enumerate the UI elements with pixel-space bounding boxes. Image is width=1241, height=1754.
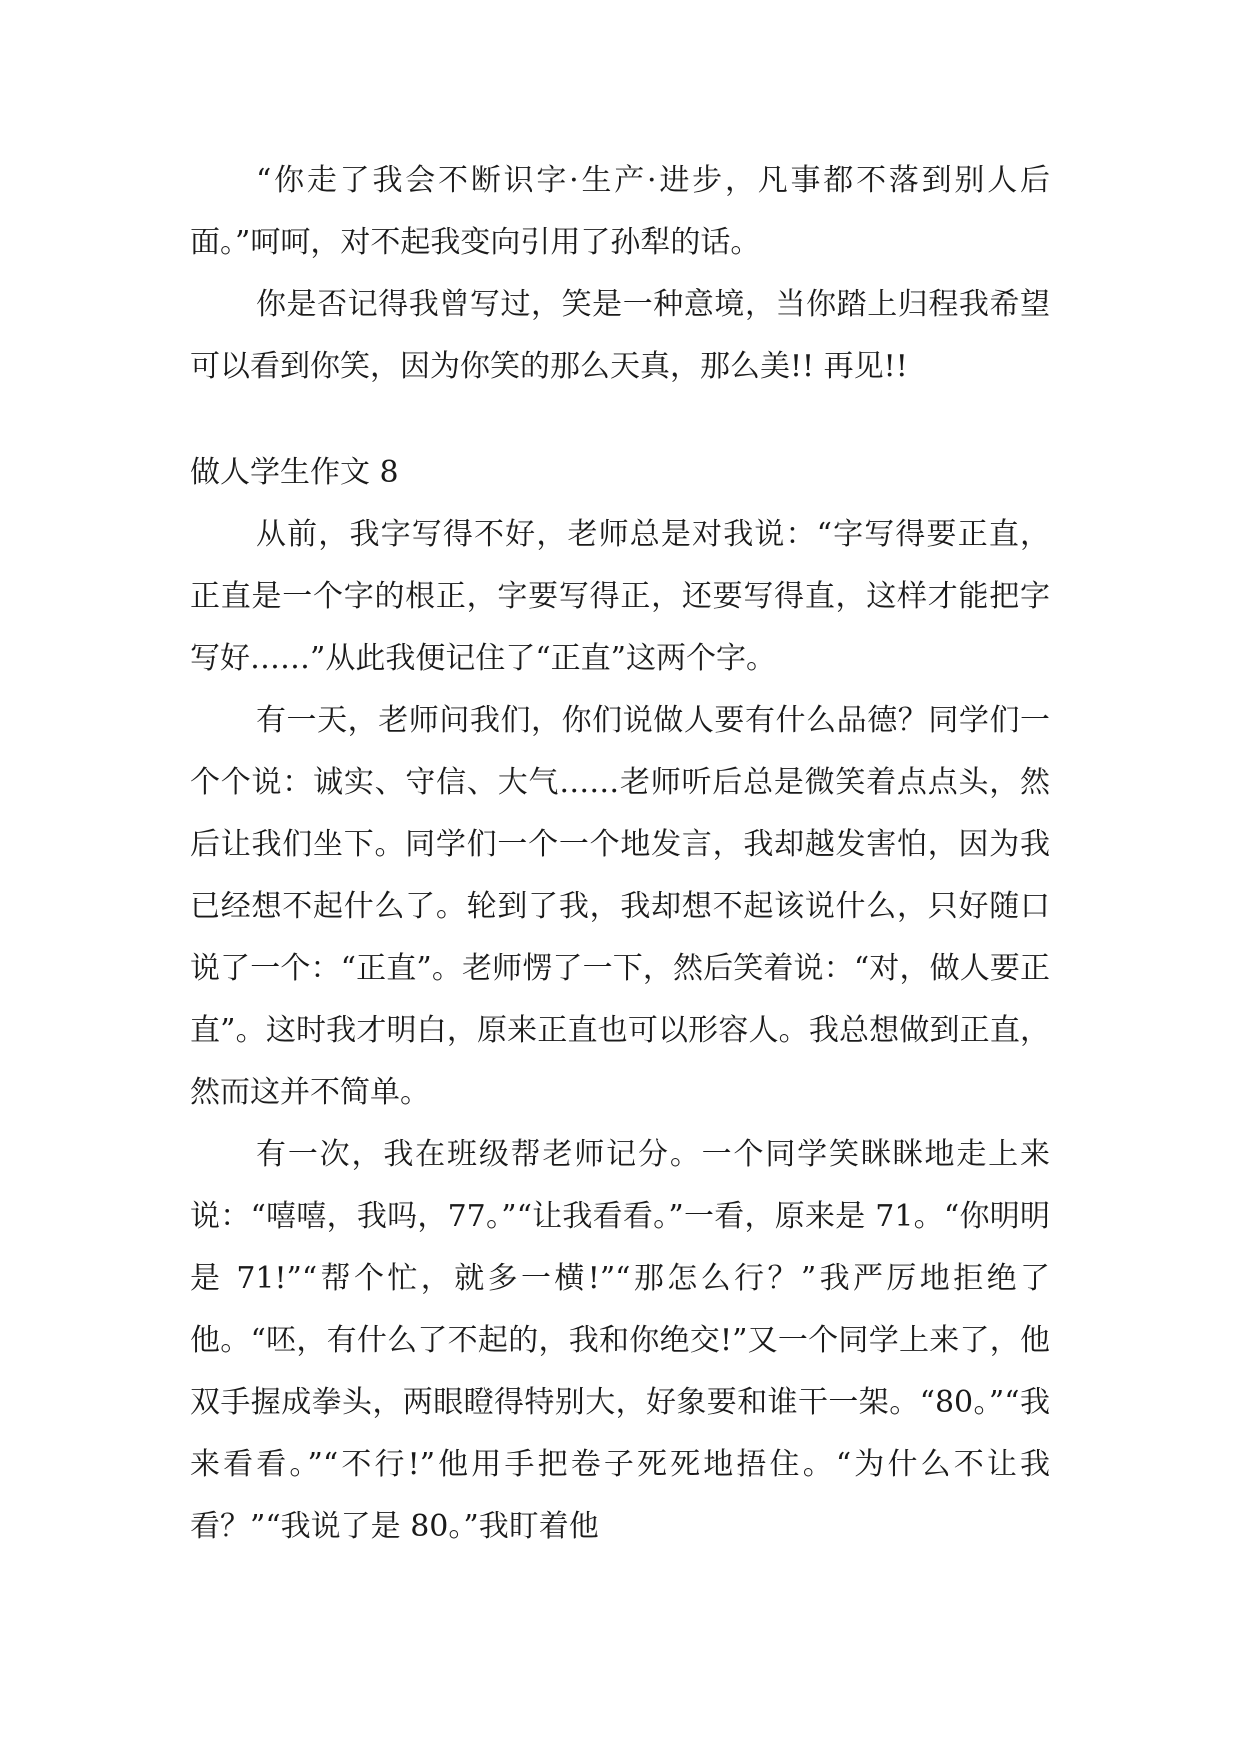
paragraph: “你走了我会不断识字·生产·进步，凡事都不落到别人后面。”呵呵，对不起我变向引用了孙犁的话。 [190, 163, 1050, 260]
paragraph: 从前，我字写得不好，老师总是对我说：“字写得要正直，正直是一个字的根正，字要写得正，还要写得直，这样才能把字写好……”从此我便记住了“正直”这两个字。 [190, 517, 1050, 676]
paragraph: 你是否记得我曾写过，笑是一种意境，当你踏上归程我希望可以看到你笑，因为你笑的那么天真，那么美!! 再见!! [190, 287, 1050, 384]
document-page [190, 150, 1050, 1558]
paragraph: 有一天，老师问我们，你们说做人要有什么品德？同学们一个个说：诚实、守信、大气……老师听后总是微笑着点点头，然后让我们坐下。同学们一个一个地发言，我却越发害怕，因为我已经想不起什么了。轮到了我，我却想不起该说什么，只好随口说了一个：“正直”。老师愣了一下，然后笑着说：“对，做人要正直”。这时我才明白，原来正直也可以形容人。我总想做到正直，然而这并不简单。 [190, 703, 1050, 1110]
section-title: 做人学生作文 8 [190, 455, 399, 490]
paragraph: 有一次，我在班级帮老师记分。一个同学笑眯眯地走上来说：“嘻嘻，我吗，77。”“让我看看。”一看，原来是 71。“你明明是 71!”“帮个忙，就多一横!”“那怎么行？”我严厉地拒绝了他。“呸，有什么了不起的，我和你绝交!”又一个同学上来了，他双手握成拳头，两眼瞪得特别大，好象要和谁干一架。“80。”“我来看看。”“不行!”他用手把卷子死死地捂住。“为什么不让我看？”“我说了是 80。”我盯着他 [190, 1137, 1050, 1544]
